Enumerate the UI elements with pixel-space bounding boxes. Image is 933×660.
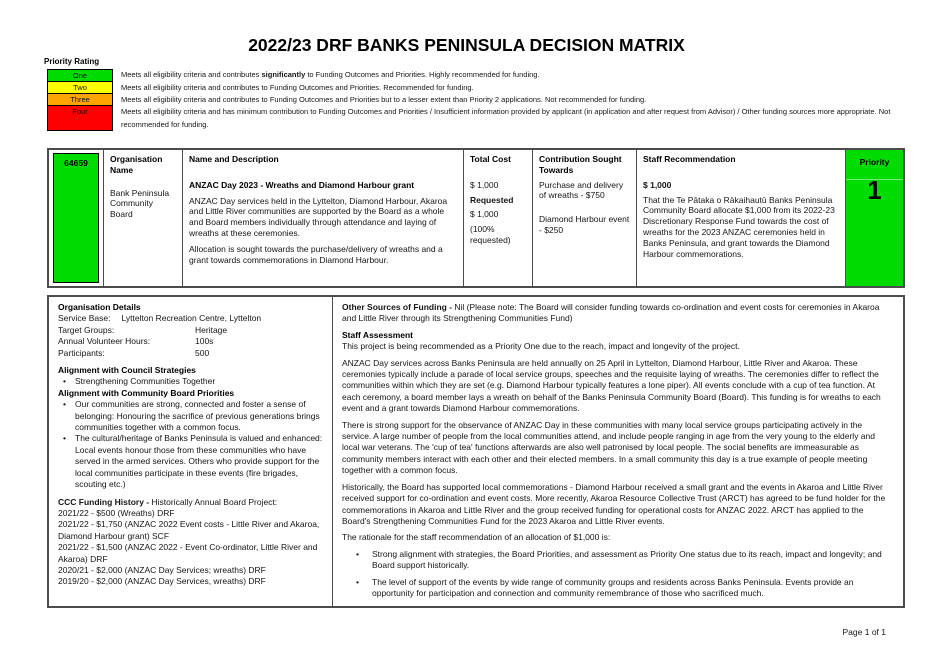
other-sources-text: Nil (Please note: The Board will consider funding towards co-ordination and event costs for ceremonies in Akaroa and Little River through its Strengthening Communities Fund) — [342, 302, 880, 324]
total-cost-header: Total Cost — [470, 154, 511, 164]
assessment-paragraph-4: Historically, the Board has supported local commemorations - Diamond Harbour received a small grant and the events in Akaroa and Little River received support for co-ordination and event costs. More recently, Akaroa Resource Collective Trust (ARCT) has agreed to be fund holder for the commemorations in Akaroa and Little River and the group received funding for operational costs for ANZAC 2022. ARCT has applied to the Board's Strengthening Communities Fund for the 2023 Akaroa and Little River events. — [342, 481, 886, 526]
board-priority-item-2: • The cultural/heritage of Banks Peninsula is valued and enhanced: Local events honour those from these communities who have served in the armed services. Others who provide support for the local communities participate in these events (fire brigades, scouting etc.) — [58, 433, 323, 490]
board-priorities-heading: Alignment with Community Board Priorities — [58, 387, 235, 398]
legend-row-two — [47, 82, 907, 94]
priority-header: Priority — [846, 150, 903, 180]
service-base-value: Lyttelton Recreation Centre, Lyttelton — [121, 313, 262, 324]
staff-recommendation-text: That the Te Pātaka o Rākaihautū Banks Peninsula Community Board allocate $1,000 from its 2022-23 Discretionary Response Fund towards the cost of wreaths for the 2023 ANZAC ceremonies held in Banks Peninsula, and grant towards the Diamond Harbour commemorations. — [643, 194, 835, 259]
participants-label: Participants: — [58, 347, 105, 358]
assessment-rationale-line: The rationale for the staff recommendation of an allocation of $1,000 is: — [342, 532, 611, 543]
funding-history-line-5: 2019/20 - $2,000 (ANZAC Day Services, wreaths) DRF — [58, 576, 266, 587]
priority-two-swatch: Two — [47, 81, 113, 94]
service-base-field — [58, 313, 323, 324]
contribution-item-2: Diamond Harbour event - $250 — [539, 214, 630, 235]
priority-one-swatch: One — [47, 69, 113, 82]
legend-row-one — [47, 69, 907, 82]
application-details-panel — [47, 295, 905, 608]
project-description-p2: Allocation is sought towards the purchase/delivery of wreaths and a grant towards commemorations in Diamond Harbour. — [189, 243, 443, 265]
organisation-name-value: Bank Peninsula Community Board — [110, 187, 170, 220]
name-description-column — [182, 150, 463, 286]
priority-four-swatch: Four — [47, 105, 113, 131]
requested-label: Requested — [470, 194, 514, 205]
assessment-paragraph-2: ANZAC Day services across Banks Peninsula are held annually on 25 April in Lyttelton, Diamond Harbour, Little River and Akaroa. These ceremonies typically include a parade of local service groups, speeches and the requisite laying of wreaths. The ceremonies differ to reflect the communities within which they are set (e.g. Diamond Harbour typically features a lone piper). All events conclude with a cup of tea function. At each ceremony, a board member lays a wreath on behalf of the Banks Peninsula Community Board (Board). This funding is for wreaths to each event and a grant towards Diamond Harbour commemorations. — [342, 357, 881, 414]
volunteer-hours-field — [58, 336, 323, 347]
legend-row-three — [47, 94, 907, 106]
document-title: 2022/23 DRF BANKS PENINSULA DECISION MATRIX — [248, 35, 685, 55]
staff-recommendation-amount: $ 1,000 — [643, 179, 672, 190]
legend-desc-two: Meets all eligibility criteria and contributes to Funding Outcomes and Priorities. Recommended for funding. — [121, 83, 474, 92]
organisation-details-column — [49, 297, 332, 606]
assessment-paragraph-3: There is strong support for the observance of ANZAC Day in these communities with many local service groups participating actively in the service. A large number of people from the local communities attend, and include people ranging in age from the very young to the elderly and local war veterans. The 'cup of tea' functions afterwards are also well patronised by local people. The social benefits are immeasurable as community members interact with each other and their elected members. In a small community this day is a true example of people meeting together with a common focus. — [342, 419, 875, 476]
council-strategies-heading: Alignment with Council Strategies — [58, 365, 196, 376]
organisation-name-column — [103, 150, 182, 286]
council-strategy-item: • Strengthening Communities Together — [58, 376, 323, 387]
funding-history-line-2: 2021/22 - $1,750 (ANZAC 2022 Event costs - Little River and Akaroa, Diamond Harbour grant) SCF — [58, 519, 320, 541]
funding-history-line-1: 2021/22 - $500 (Wreaths) DRF — [58, 507, 175, 518]
rationale-bullet-2: • The level of support of the events by wide range of community groups and residents across Banks Peninsula. Events provide an opportunity for participation and connection and community remembrance of those who sacrificed much. — [342, 577, 893, 600]
target-groups-label: Target Groups: — [58, 324, 115, 335]
project-description-p1: ANZAC Day services held in the Lyttelton, Diamond Harbour, Akaroa and Little River communities are supported by the Board as a whole and Board members individually through attendance and laying of wreaths at these ceremonies. — [189, 195, 448, 238]
board-priority-item-1: • Our communities are strong, connected and foster a sense of belonging: Honouring the sacrifice of previous generations brings communities together with a common focus. — [58, 399, 323, 433]
staff-recommendation-header: Staff Recommendation — [643, 154, 736, 164]
name-description-header: Name and Description — [189, 154, 279, 164]
legend-desc-one — [121, 69, 903, 81]
funding-history-line-4: 2020/21 - $2,000 (ANZAC Day Services; wreaths) DRF — [58, 564, 266, 575]
target-groups-field — [58, 325, 323, 336]
funding-history-heading-bold: CCC Funding History - — [58, 496, 152, 507]
total-cost-column — [463, 150, 532, 286]
contribution-header: Contribution Sought Towards — [539, 154, 622, 175]
organisation-name-header: Organisation Name — [110, 154, 163, 175]
legend-desc-three: Meets all eligibility criteria and contributes to Funding Outcomes and Priorities but to a lesser extent than Priority 2 applications. Not recommended for funding. — [121, 95, 647, 105]
requested-value: $ 1,000 — [470, 209, 499, 220]
funding-history-line-3: 2021/22 - $1,500 (ANZAC 2022 - Event Co-ordinator, Little River and Akaroa) DRF — [58, 542, 318, 564]
priority-value: 1 — [867, 175, 882, 205]
priority-three-swatch: Three — [47, 93, 113, 106]
assessment-paragraph-1: This project is being recommended as a Priority One due to the reach, impact and longevity of the project. — [342, 341, 740, 352]
other-sources-label: Other Sources of Funding - — [342, 302, 455, 312]
requested-percentage-note: (100% requested) — [470, 224, 511, 245]
organisation-details-heading: Organisation Details — [58, 302, 141, 312]
service-base-label: Service Base: — [58, 313, 111, 324]
page-number: Page 1 of 1 — [842, 627, 886, 637]
priority-column — [845, 150, 903, 286]
legend-desc-one-prefix: Meets all eligibility criteria and contributes — [121, 70, 262, 80]
priority-rating-label: Priority Rating — [44, 57, 100, 66]
contribution-item-1: Purchase and delivery of wreaths - $750 — [539, 179, 624, 201]
funding-history-heading — [58, 497, 323, 508]
staff-assessment-column — [332, 297, 903, 606]
volunteer-hours-label: Annual Volunteer Hours: — [58, 336, 151, 347]
funding-history-heading-rest: Historically Annual Board Project: — [151, 496, 278, 507]
project-title: ANZAC Day 2023 - Wreaths and Diamond Harbour grant — [189, 179, 415, 190]
rationale-bullet-1: • Strong alignment with strategies, the Board Priorities, and assessment as Priority One status due to its reach, impact and longevity; and Board support historically. — [342, 549, 893, 572]
volunteer-hours-value: 100s — [195, 336, 214, 347]
staff-assessment-heading: Staff Assessment — [342, 329, 414, 340]
participants-value: 500 — [195, 347, 210, 358]
total-cost-value: $ 1,000 — [470, 179, 499, 190]
legend-desc-one-bold: significantly — [261, 70, 306, 80]
decision-matrix-table — [47, 148, 905, 288]
contribution-column — [532, 150, 636, 286]
priority-rating-legend — [47, 69, 907, 131]
participants-field — [58, 348, 323, 359]
legend-desc-four: Meets all eligibility criteria and has minimum contribution to Funding Outcomes and Priorities / Insufficient information provided by applicant (in application and after request from Advisor) / Other funding sources more appropriate. Not recommended for funding. — [121, 107, 891, 129]
application-id-column — [49, 150, 103, 286]
other-sources-of-funding — [342, 302, 893, 325]
target-groups-value: Heritage — [195, 324, 228, 335]
legend-desc-one-suffix: to Funding Outcomes and Priorities. Highly recommended for funding. — [305, 70, 540, 80]
application-id-cell: 64659 — [53, 153, 99, 283]
legend-row-four — [47, 106, 907, 131]
staff-recommendation-column — [636, 150, 845, 286]
